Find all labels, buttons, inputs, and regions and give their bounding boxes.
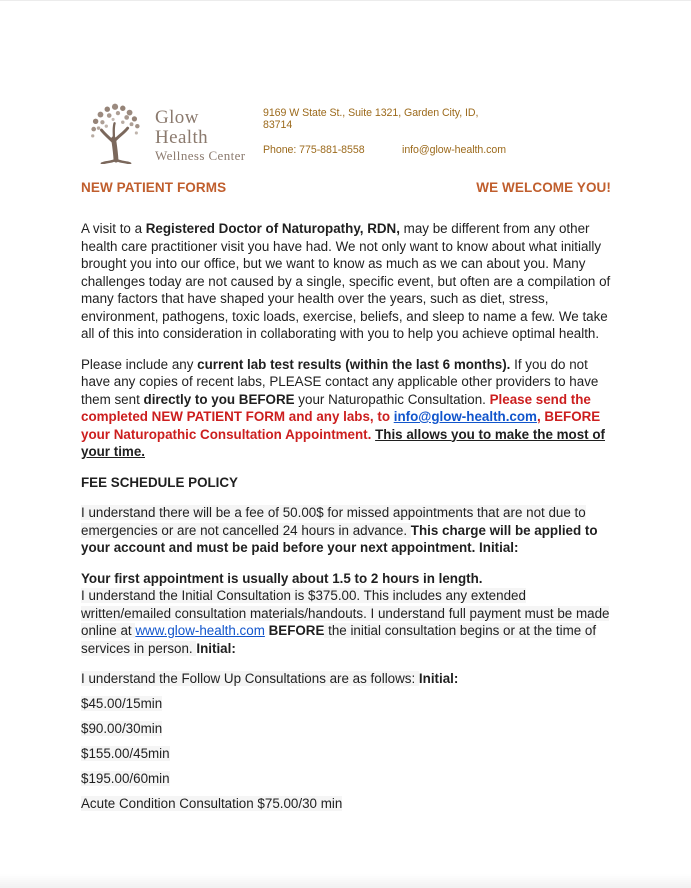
clinic-address: 9169 W State St., Suite 1321, Garden City, ID, 83714 — [263, 107, 479, 131]
fee-line-15min — [81, 695, 611, 713]
text-segment: $90.00/30min — [81, 721, 163, 736]
page-bottom-shadow — [0, 874, 691, 888]
missed-appointment-paragraph — [81, 504, 611, 557]
welcome-title: WE WELCOME YOU! — [476, 180, 611, 195]
text-segment: This charge will be applied to your account and must be paid before your next appointment. Initial: — [81, 522, 598, 555]
clinic-subtitle: Wellness Center — [155, 147, 246, 163]
clinic-logo — [81, 100, 257, 164]
acute-consultation-line — [81, 795, 611, 813]
follow-up-paragraph — [81, 670, 611, 688]
text-segment: Please include any — [81, 356, 198, 372]
fee-line-60min — [81, 770, 611, 788]
email-link[interactable]: info@glow-health.com — [393, 409, 537, 424]
text-segment: Please send the completed NEW PATIENT FORM and any labs, to — [81, 391, 591, 424]
text-segment: $155.00/45min — [81, 746, 170, 761]
letterhead — [81, 100, 611, 164]
text-segment: I understand there will be a fee of 50.00$ for missed appointments that are not due to emergencies or are not cancelled 24 hours in advance. — [81, 505, 586, 538]
fee-line-45min — [81, 745, 611, 763]
clinic-contact-block — [263, 100, 506, 156]
text-segment: Registered Doctor of Naturopathy, RDN, — [145, 221, 400, 236]
text-segment: Acute Condition Consultation $75.00/30 min — [81, 796, 343, 811]
text-segment: A visit to a — [81, 221, 146, 236]
website-link[interactable]: www.glow-health.com — [135, 623, 265, 638]
intro-paragraph — [81, 220, 611, 343]
labs-paragraph — [81, 356, 611, 461]
clinic-wordmark — [155, 102, 257, 163]
text-segment: This allows you to make the most of your time. — [81, 426, 606, 459]
text-segment: , BEFORE your Naturopathic Consultation Appointment. — [81, 409, 601, 442]
text-segment: If you do not have any copies of recent labs, PLEASE contact any applicable other providers to have them sent — [81, 356, 599, 407]
tree-icon — [81, 100, 151, 164]
clinic-name: Glow Health — [155, 106, 209, 148]
title-row — [81, 180, 611, 195]
document-body — [81, 220, 611, 813]
text-segment: your Naturopathic Consultation. — [294, 391, 490, 407]
text-segment: Initial: — [196, 640, 236, 656]
form-title: NEW PATIENT FORMS — [81, 180, 227, 195]
initial-consultation-paragraph — [81, 587, 611, 657]
text-segment: I understand the Follow Up Consultations are as follows: — [81, 671, 419, 686]
clinic-phone: Phone: 775-881-8558 — [263, 144, 365, 156]
text-segment: Initial: — [418, 671, 459, 686]
text-segment: the initial consultation begins or at the time of services in person. — [81, 623, 597, 656]
first-appointment-line — [81, 570, 611, 588]
fee-schedule-heading — [81, 474, 611, 492]
text-segment: $45.00/15min — [81, 696, 163, 711]
text-segment: I understand the Initial Consultation is $375.00. This includes any extended written/emailed consultation materials/handouts. I understand full payment must be made online at — [81, 588, 610, 638]
text-segment: BEFORE — [268, 623, 325, 638]
clinic-email: info@glow-health.com — [402, 144, 506, 156]
text-segment: directly to you BEFORE — [143, 391, 295, 407]
text-segment: Your first appointment is usually about 1.5 to 2 hours in length. — [81, 570, 483, 586]
clinic-contact-row — [263, 144, 506, 156]
text-segment: FEE SCHEDULE POLICY — [81, 474, 238, 490]
text-segment: $195.00/60min — [81, 771, 170, 786]
fee-line-30min — [81, 720, 611, 738]
text-segment: may be different from any other health care practitioner visit you have had. We not only want to know about what initially brought you into our office, but we want to know as much as we can about you. Many challenges today are not caused by a single, specific event, but often are a compilation of many factors that have shaped your health over the years, such as diet, stress, environment, pathogens, toxic loads, exercise, beliefs, and sleep to name a few. We take all of this into consideration in collaborating with you to help you achieve optimal health. — [81, 221, 611, 341]
text-segment: current lab test results (within the last 6 months). — [197, 356, 511, 372]
